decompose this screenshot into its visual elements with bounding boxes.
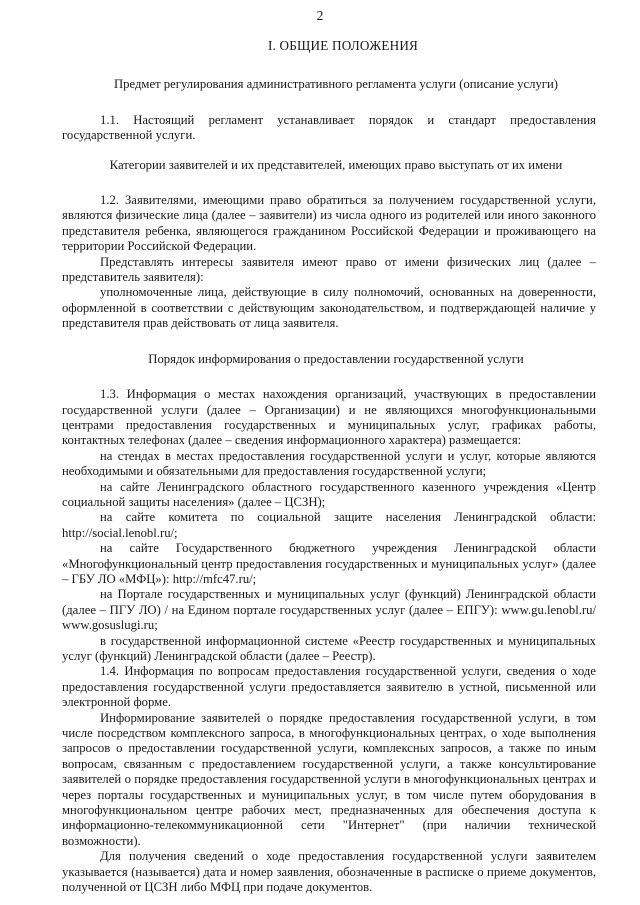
list-item-cszn-site: на сайте Ленинградского областного государственного казенного учреждения «Центр социальной защиты населения» (далее – ЦСЗН); [62,479,596,509]
document-body [62,38,596,896]
page-number: 2 [316,8,324,23]
list-item-registry: в государственной информационной системе «Реестр государственных и муниципальных услуг (функций) Ленинградской области (далее – Реестр). [62,633,596,663]
paragraph-1-4: 1.4. Информация по вопросам предоставления государственной услуги, сведения о ходе предоставления государственной услуги предоставляется заявителю в устной, письменной или электронной форме. [62,664,596,710]
paragraph-1-2: 1.2. Заявителями, имеющими право обратиться за получением государственной услуги, являются физические лица (далее – заявители) из числа одного из родителей или иного законного представителя ребенка, являющегося гражданином Российской Федерации и проживающего на территории Российской Федерации. [62,193,596,254]
paragraph-1-1: 1.1. Настоящий регламент устанавливает порядок и стандарт предоставления государственной услуги. [62,112,596,143]
subheading-subject: Предмет регулирования административного регламента услуги (описание услуги) [113,77,559,92]
paragraph-1-4-status: Для получения сведений о ходе предоставления государственной услуги заявителем указывается (называется) дата и номер заявления, обозначенные в расписке о приеме документов, полученной от ЦСЗН либо МФЦ при подаче документов. [62,849,596,895]
paragraph-1-2-representative-item: уполномоченные лица, действующие в силу полномочий, основанных на доверенности, оформленной в соответствии с действующим законодательством, и подтверждающей наличие у представителя прав действовать от лица заявителя. [62,285,596,331]
paragraph-1-3: 1.3. Информация о местах нахождения организаций, участвующих в предоставлении государственной услуги (далее – Организации) и не являющихся многофункциональными центрами предоставления государственных и муниципальных услуг, графиках работы, контактных телефонах (далее – сведения информационного характера) размещается: [62,387,596,448]
section-title: I. ОБЩИЕ ПОЛОЖЕНИЯ [267,38,419,53]
list-item-mfc-site: на сайте Государственного бюджетного учреждения Ленинградской области «Многофункциональный центр предоставления государственных и муниципальных услуг» (далее – ГБУ ЛО «МФЦ»): http://mfc47.ru/; [62,541,596,586]
paragraph-1-4-informing: Информирование заявителей о порядке предоставления государственной услуги, в том числе посредством комплексного запроса, в многофункциональных центрах, о ходе выполнения запросов о предоставлении государственной услуги, комплексных запросов, а также по иным вопросам, связанным с предоставлением государственной услуги, а также консультирование заявителей о порядке предоставления государственной услуги в многофункциональных центрах и через порталы государственных и муниципальных услуг, в том числе путем оборудования в многофункциональном центре рабочих мест, предназначенных для обеспечения доступа к информационно-телекоммуникационной сети "Интернет" (при наличии технической возможности). [62,710,596,848]
subheading-applicants: Категории заявителей и их представителей, имеющих право выступать от их имени [109,157,563,172]
list-item-committee-site: на сайте комитета по социальной защите населения Ленинградской области: http://social.lenobl.ru/; [62,510,596,540]
list-item-stands: на стендах в местах предоставления государственной услуги и услуг, которые являются необходимыми и обязательными для предоставления государственной услуги; [62,448,596,479]
list-item-portals: на Портале государственных и муниципальных услуг (функций) Ленинградской области (далее – ПГУ ЛО) / на Едином портале государственных услуг (далее – ЕПГУ): www.gu.lenobl.ru/ www.gosuslugi.ru; [62,587,596,633]
paragraph-1-2-representative: Представлять интересы заявителя имеют право от имени физических лиц (далее – представитель заявителя): [62,254,596,285]
subheading-informing: Порядок информирования о предоставлении государственной услуги [148,351,524,366]
